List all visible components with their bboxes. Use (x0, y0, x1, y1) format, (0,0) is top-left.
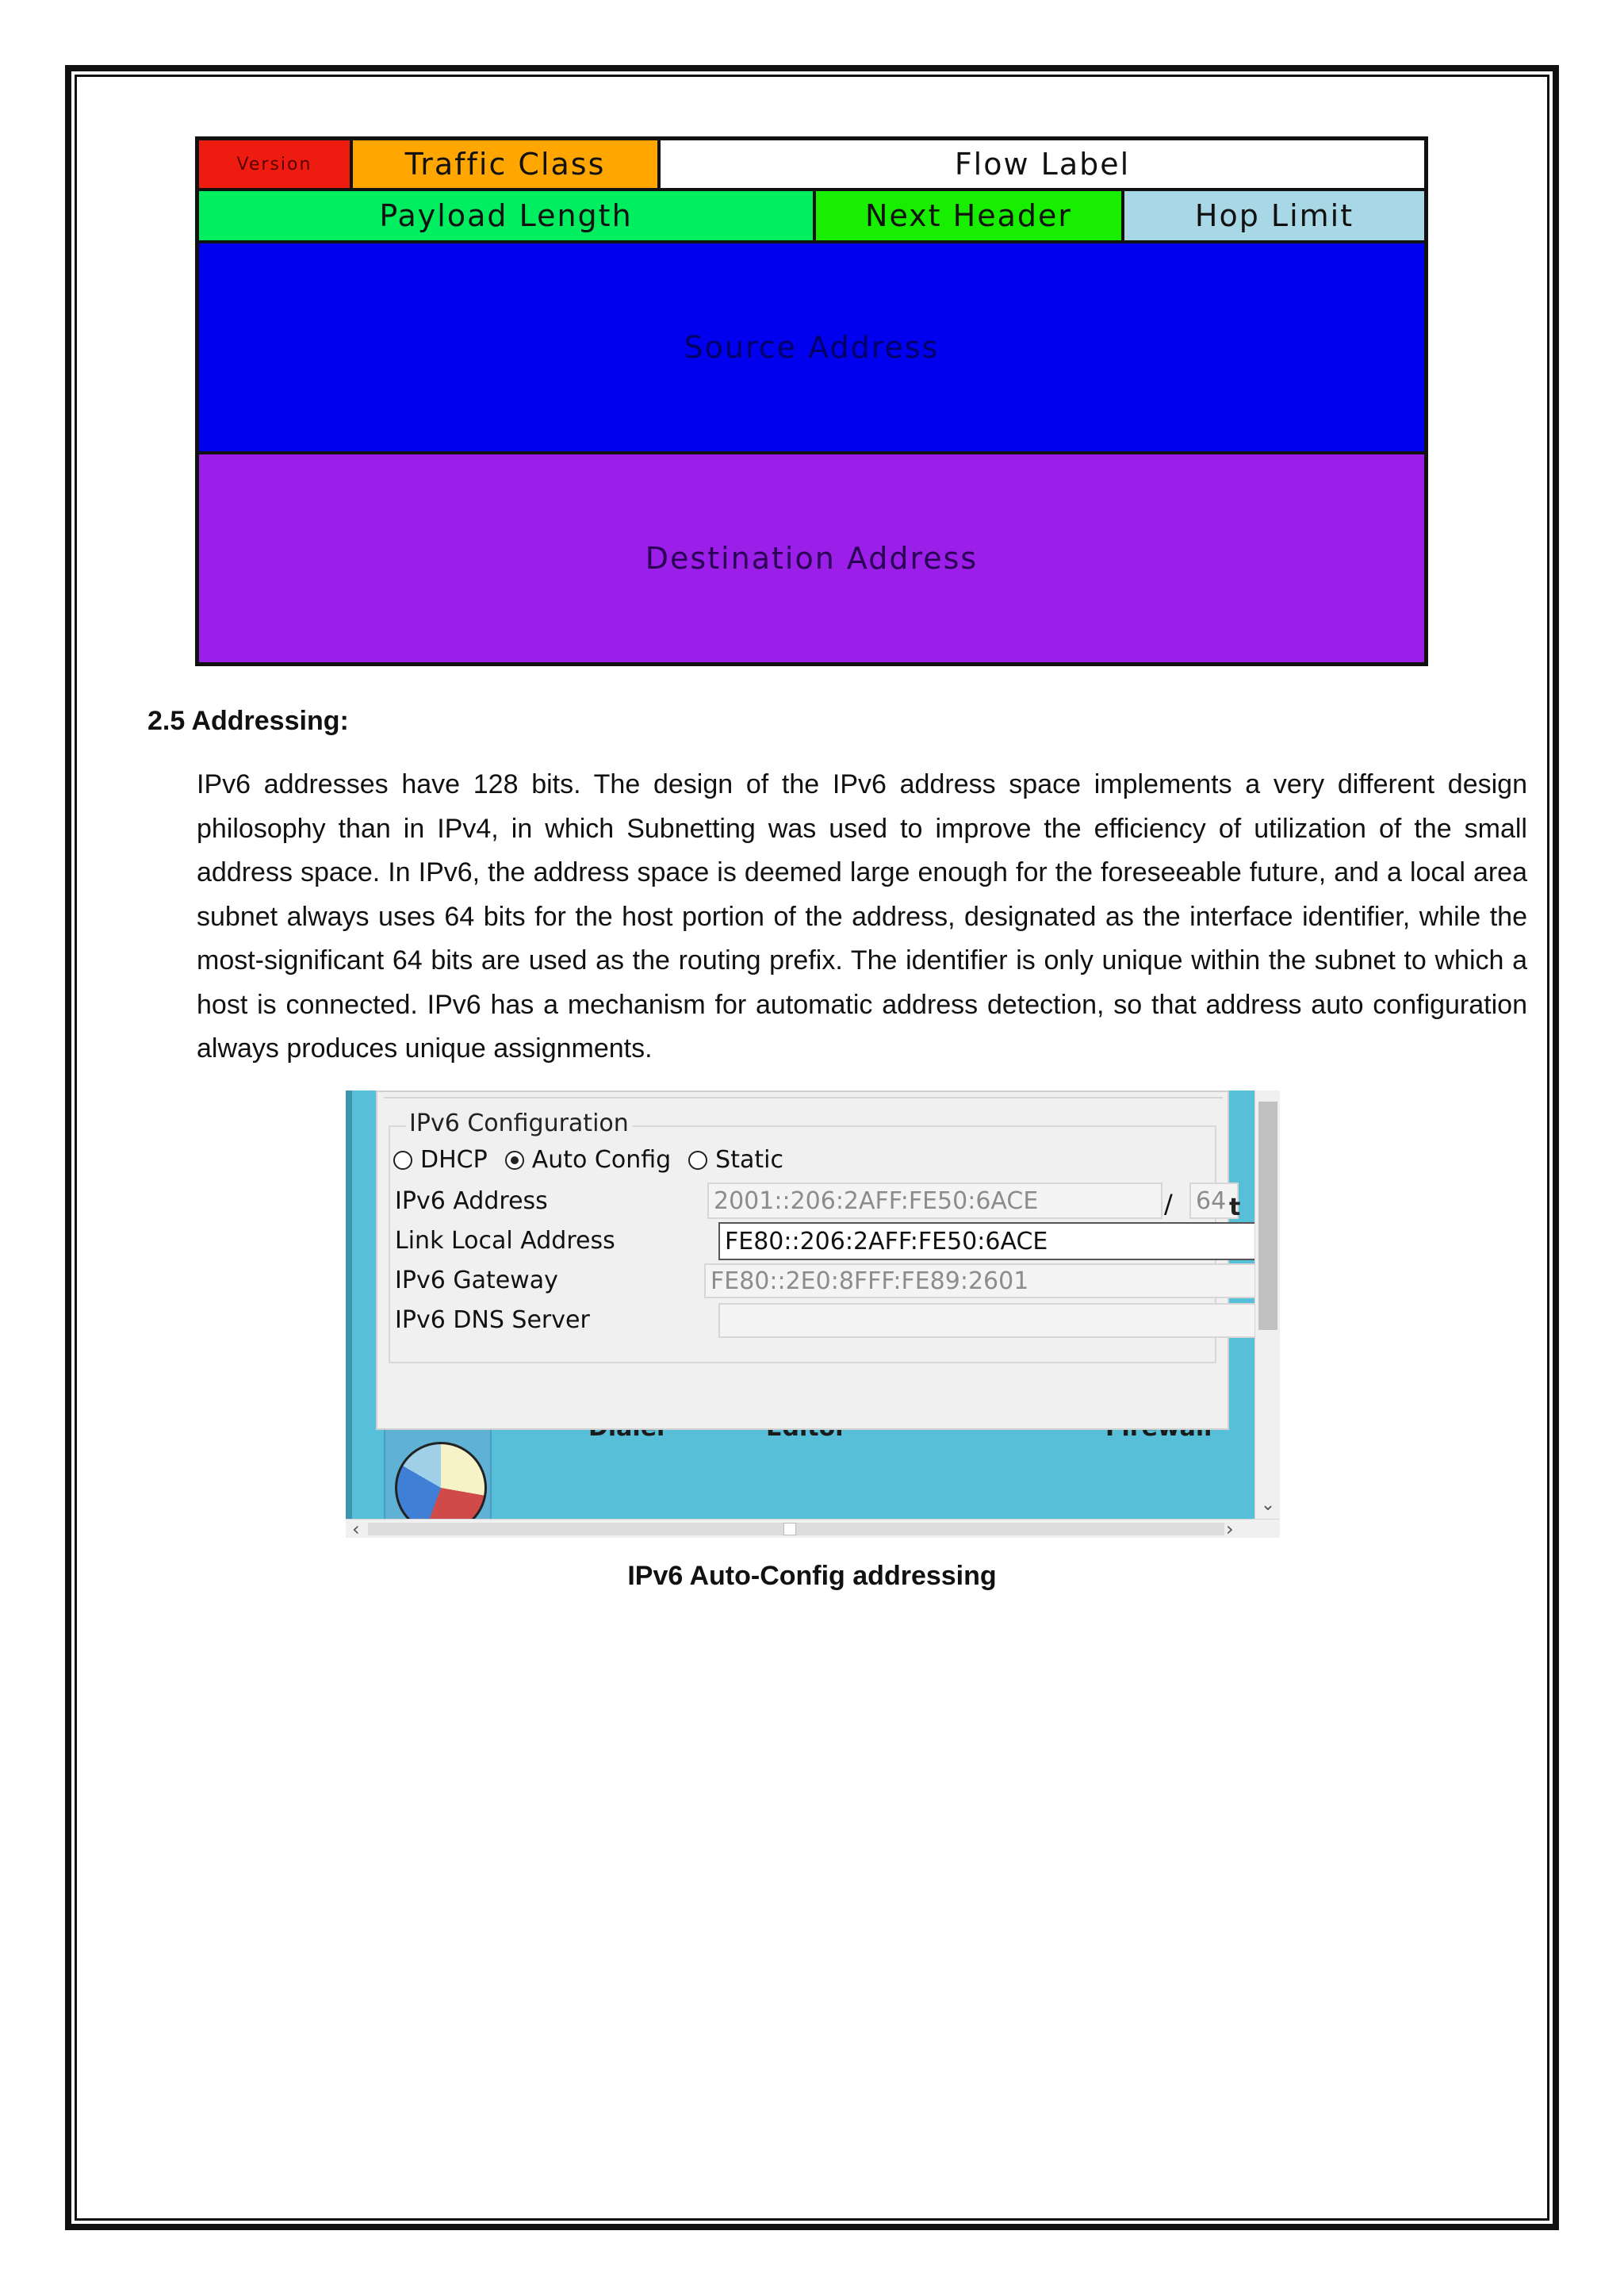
ipv6-address-label: IPv6 Address (395, 1187, 548, 1215)
link-local-field[interactable]: FE80::206:2AFF:FE50:6ACE (718, 1222, 1261, 1260)
payload-length-field: Payload Length (197, 190, 814, 242)
mode-radio-group (393, 1146, 801, 1174)
link-local-label: Link Local Address (395, 1227, 615, 1255)
app-icon-tile[interactable] (384, 1428, 492, 1523)
ipv6-dns-field[interactable] (718, 1303, 1261, 1338)
ipv6-header-diagram (195, 136, 1428, 666)
ipv6-gateway-label: IPv6 Gateway (395, 1267, 558, 1294)
vertical-scrollbar[interactable] (1254, 1091, 1280, 1519)
next-header-field: Next Header (814, 190, 1123, 242)
scroll-down-icon[interactable]: ⌄ (1260, 1495, 1276, 1515)
ipv6-address-field[interactable]: 2001::206:2AFF:FE50:6ACE (707, 1182, 1162, 1219)
static-radio[interactable] (688, 1151, 707, 1170)
vertical-scroll-thumb[interactable] (1258, 1102, 1277, 1330)
traffic-class-field: Traffic Class (351, 139, 659, 190)
clipped-text: t (1229, 1194, 1241, 1221)
static-radio-label[interactable]: Static (715, 1146, 783, 1174)
scroll-grip-icon (783, 1523, 796, 1535)
version-field: Version (197, 139, 351, 190)
panel-divider (384, 1097, 1223, 1098)
dhcp-radio[interactable] (393, 1151, 412, 1170)
auto-config-radio-label[interactable]: Auto Config (531, 1146, 672, 1174)
auto-config-radio[interactable] (505, 1151, 524, 1170)
prefix-separator: / (1164, 1189, 1173, 1219)
section-heading: 2.5 Addressing: (147, 706, 349, 736)
destination-address-field: Destination Address (197, 453, 1426, 664)
flow-label-field: Flow Label (659, 139, 1426, 190)
ipv6-config-panel (376, 1091, 1229, 1430)
section-paragraph: IPv6 addresses have 128 bits. The design of the IPv6 address space implements a very different design philosophy than in IPv4, in which Subnetting was used to improve the efficiency of utilization of the small address space. In IPv6, the address space is deemed large enough for the foreseeable future, and a local area subnet always uses 64 bits for the host portion of the address, designated as the interface identifier, while the most-significant 64 bits are used as the routing prefix. The identifier is only unique within the subnet to which a host is connected. IPv6 has a mechanism for automatic address detection, so that address auto configuration always produces unique assignments. (197, 769, 1527, 1064)
figure-caption: IPv6 Auto-Config addressing (627, 1561, 997, 1591)
scroll-right-icon[interactable]: › (1226, 1518, 1234, 1538)
ipv6-gateway-field[interactable]: FE80::2E0:8FFF:FE89:2601 (704, 1263, 1261, 1298)
group-title: IPv6 Configuration (406, 1110, 632, 1137)
ipv6-dns-label: IPv6 DNS Server (395, 1306, 590, 1334)
hop-limit-field: Hop Limit (1123, 190, 1426, 242)
pie-chart-icon (395, 1442, 487, 1523)
horizontal-scrollbar[interactable] (346, 1519, 1280, 1538)
horizontal-scroll-thumb[interactable] (368, 1523, 1224, 1535)
ipv6-config-screenshot (346, 1091, 1280, 1538)
prefix-length-field[interactable]: 64 (1189, 1182, 1239, 1219)
window-edge (346, 1091, 352, 1519)
source-address-field: Source Address (197, 242, 1426, 453)
dhcp-radio-label[interactable]: DHCP (420, 1146, 488, 1174)
scroll-left-icon[interactable]: ‹ (352, 1518, 360, 1538)
